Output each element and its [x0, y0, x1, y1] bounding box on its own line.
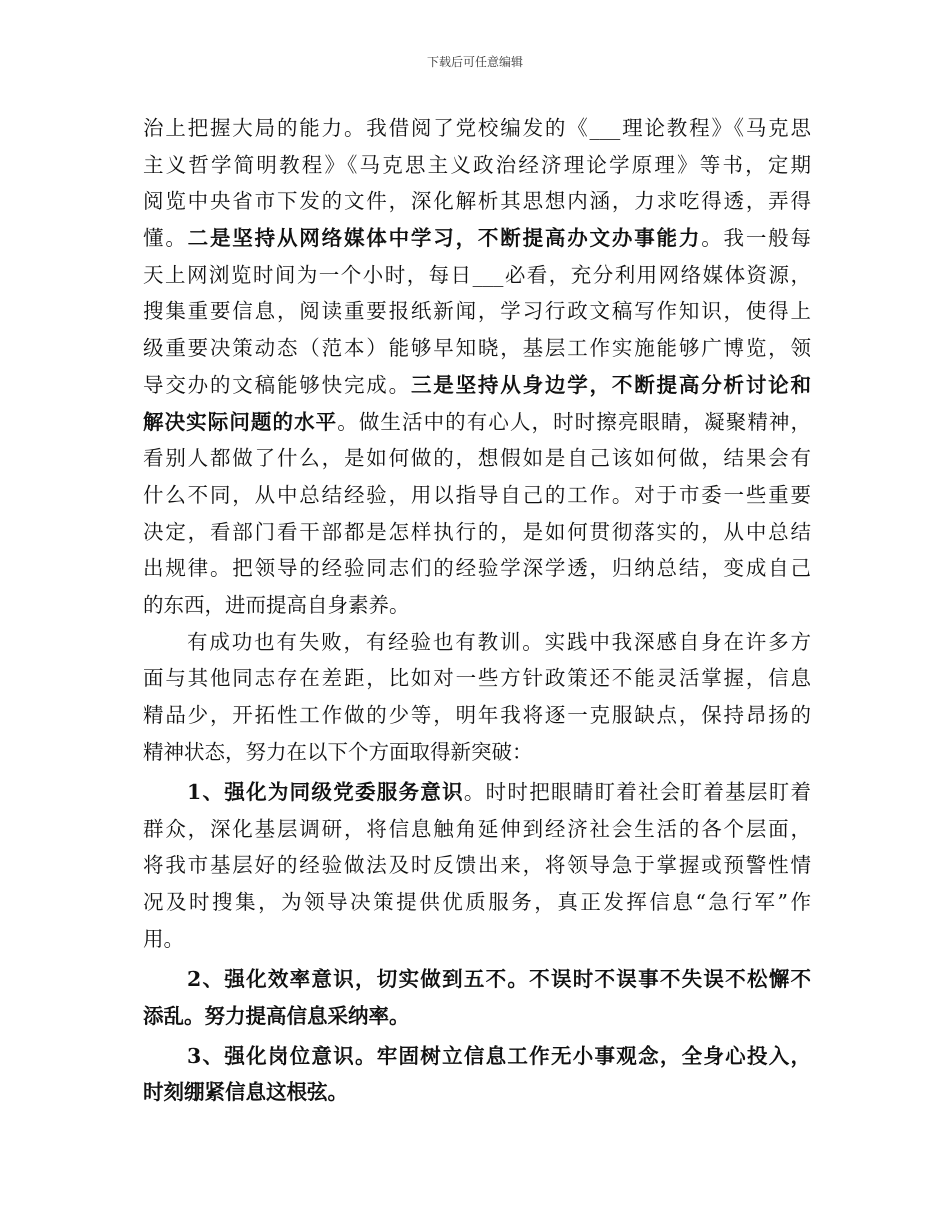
text-line — [143, 330, 811, 367]
text-segment: 搜集重要信息，阅读重要报纸新闻，学习行政文稿写作知识，使得上 — [143, 299, 811, 324]
text-segment: 导交办的文稿能够快完成。 — [143, 372, 411, 397]
text-line — [143, 293, 811, 330]
text-segment: 精神状态，努力在以下个方面取得新突破： — [143, 739, 533, 764]
text-segment: 群众，深化基层调研，将信息触角延伸到经济社会生活的各个层面， — [143, 816, 811, 841]
text-segment: 用。 — [143, 926, 184, 951]
text-segment: 什么不同，从中总结经验，用以指导自己的工作。对于市委一些重要 — [143, 482, 811, 507]
bold-heading-phrase: 1、强化为同级党委服务意识 — [187, 779, 464, 804]
text-segment: 。时时把眼睛盯着社会盯着基层盯着 — [463, 779, 811, 804]
numbered-item — [143, 1038, 811, 1111]
text-line — [143, 1038, 811, 1075]
text-segment: 治上把握大局的能力。我借阅了党校编发的《___理论教程》《马克思 — [143, 116, 811, 140]
text-segment: 出规律。把领导的经验同志们的经验学深学透，归纳总结，变成自己 — [143, 556, 811, 581]
bold-heading-phrase: 添乱。努力提高信息采纳率。 — [143, 1003, 410, 1028]
text-line — [143, 477, 811, 514]
text-line — [143, 514, 811, 551]
text-segment: 精品少，开拓性工作做的少等，明年我将逐一克服缺点，保持昂扬的 — [143, 703, 811, 727]
text-line — [143, 183, 811, 220]
text-line — [143, 220, 811, 257]
text-line — [143, 440, 811, 477]
text-segment: 面与其他同志存在差距，比如对一些方针政策还不能灵活掌握，信息 — [143, 666, 811, 691]
text-segment: 。我一般每 — [701, 226, 811, 251]
bold-heading-phrase: 3、强化岗位意识。牢固树立信息工作无小事观念，全身心投入， — [187, 1043, 811, 1068]
bold-heading-phrase: 解决实际问题的水平 — [143, 409, 338, 434]
bold-heading-phrase: 2、强化效率意识，切实做到五不。不误时不误事不失误不松懈不 — [187, 966, 811, 991]
text-line — [143, 257, 811, 294]
text-line — [143, 404, 811, 441]
text-segment: 阅览中央省市下发的文件，深化解析其思想内涵，力求吃得透，弄得 — [143, 189, 811, 214]
text-line — [143, 847, 811, 884]
text-segment: 。做生活中的有心人，时时擦亮眼睛，凝聚精神， — [337, 409, 811, 434]
bold-heading-phrase: 时刻绷紧信息这根弦。 — [143, 1080, 348, 1105]
text-line — [143, 147, 811, 184]
page-header: 下载后可任意编辑 — [426, 55, 523, 69]
text-segment: 级重要决策动态（范本）能够早知晓，基层工作实施能够广博览，领 — [143, 336, 811, 361]
text-line — [143, 587, 811, 624]
document-body — [143, 110, 811, 1111]
text-line — [143, 697, 811, 734]
text-line — [143, 367, 811, 404]
numbered-item — [143, 961, 811, 1034]
text-line — [143, 774, 811, 811]
text-line — [143, 961, 811, 998]
text-line — [143, 811, 811, 848]
numbered-item — [143, 774, 811, 957]
paragraph — [143, 624, 811, 771]
bold-heading-phrase: 三是坚持从身边学，不断提高分析讨论和 — [410, 372, 811, 397]
text-line — [143, 660, 811, 697]
text-segment: 主义哲学简明教程》《马克思主义政治经济理论学原理》等书，定期 — [143, 152, 811, 177]
text-segment: 况及时搜集，为领导决策提供优质服务，真正发挥信息“急行军”作 — [143, 889, 811, 914]
text-line — [143, 734, 811, 771]
text-segment: 决定，看部门看干部都是怎样执行的，是如何贯彻落实的，从中总结 — [143, 519, 811, 544]
text-line — [143, 921, 811, 958]
text-line — [143, 550, 811, 587]
text-line — [143, 884, 811, 921]
bold-heading-phrase: 二是坚持从网络媒体中学习，不断提高办文办事能力 — [187, 226, 702, 251]
text-segment: 的东西，进而提高自身素养。 — [143, 592, 410, 617]
text-segment: 有成功也有失败，有经验也有教训。实践中我深感自身在许多方 — [187, 629, 811, 654]
text-line — [143, 998, 811, 1035]
text-segment: 懂。 — [143, 226, 188, 251]
text-line — [143, 110, 811, 147]
text-line — [143, 1074, 811, 1111]
paragraph — [143, 110, 811, 624]
text-line — [143, 624, 811, 661]
text-segment: 看别人都做了什么，是如何做的，想假如是自己该如何做，结果会有 — [143, 446, 811, 471]
text-segment: 天上网浏览时间为一个小时，每日___必看，充分利用网络媒体资源， — [143, 262, 811, 287]
text-segment: 将我市基层好的经验做法及时反馈出来，将领导急于掌握或预警性情 — [143, 853, 811, 878]
